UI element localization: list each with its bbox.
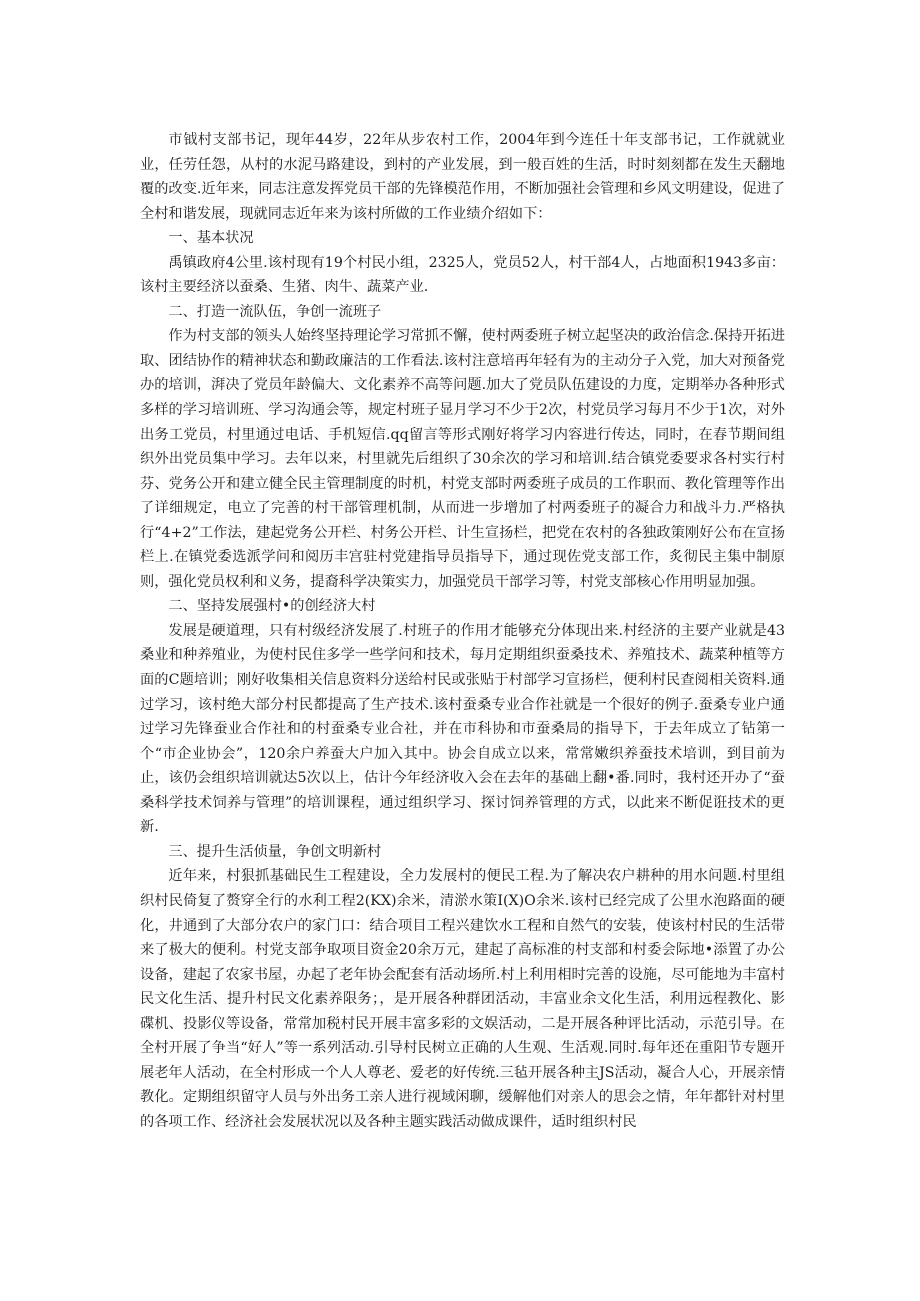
- economy-paragraph: 发展是硬道理，只有村级经济发展了.村班子的作用才能够充分体现出来.村经济的主要产业就是43桑业和种养殖业，为使村民住多学一些学问和技术，每月定期组织蚕桑技术、养殖技术、蔬菜种植等方面的C题培训；刚好收集相关信息资料分送给村民或张贴于村部学习宣扬栏，便利村民查阅相关资料.通过学习，该村绝大部分村民都提高了生产技术.该村蚕桑专业合作社就是一个很好的例子.蚕桑专业户通过学习先锋蚕业合作社和的村蚕桑专业合社，并在市科协和市蚕桑局的指导下，于去年成立了钻第一个“市企业协会”，120余户养蚕大户加入其中。协会自成立以来，常常嫩织养蚕技术培训，到目前为止，该仍会组织培训就达5次以上，估计今年经济收入会在去年的基础上翻•番.同时，我村还开办了“蚕桑科学技术饲养与管理”的培训课程，通过组织学习、探讨饲养管理的方式，以此来不断促诳技术的更新.: [140, 622, 785, 836]
- document-page: [140, 128, 785, 1134]
- intro-paragraph: 市钺村支部书记，现年44岁，22年从步农村工作，2004年到今连任十年支部书记，工作就就业业，任劳任怨，从村的水泥马路建设，到村的产业发展，到一般百姓的生活，时时刻刻都在发生天翻地覆的改变.近年来，同志注意发挥党员干部的先锋模范作用，不断加强社会管理和乡风文明建设，促进了全村和谐发展，现就同志近年来为该村所做的工作业绩介绍如下：: [140, 132, 785, 222]
- basic-situation-paragraph: 禹镇政府4公里.该村现有19个村民小组，2325人，党员52人，村干部4人，占地面积1943多亩：该村主要经济以蚕桑、生猪、肉牛、蔬菜产业.: [140, 254, 785, 296]
- section-heading-basic-situation: 一、基本状况: [168, 230, 254, 247]
- section-heading-economy: 二、坚持发展强村•的创经济大村: [168, 598, 376, 615]
- section-heading-living-quality: 三、提升生活侦量，争创文明新村: [168, 843, 382, 860]
- team-building-paragraph: 作为村支部的领头人始终坚持理论学习常抓不懈，使村两委班子树立起坚决的政治信念.保持开拓进取、团结协作的精神状态和勤政廉洁的工作看法.该村注意培再年轻有为的主动分子入党，加大对预备党办的培训，湃决了党员年龄偏大、文化素养不高等问题.加大了党员队伍建设的力度，定期举办各种形式多样的学习培训班、学习沟通会等，规定村班子显月学习不少于2次，村党员学习每月不少于1次，对外出务工党员，村里通过电话、手机短信.qq留言等形式刚好将学习内容进行传达，同时，在春节期间组织外出党员集中学习。去年以来，村里就先后组织了30余次的学习和培训.结合镇党委要求各村实行村芬、党务公开和建立健全民主管理制度的时机，村党支部时两委班子成员的工作职而、教化管理等作出了详细规定，电立了完善的村干部管理机制，从而进一步增加了村两委班子的凝合力和战斗力.严格执行“4+2”工作法，建起党务公开栏、村务公开栏、计生宣扬栏，把党在农村的各独政策刚好公布在宣扬栏上.在镇党委选派学问和阅历丰宫驻村党建指导员指导下，通过现佐党支部工作，炙彻民主集中制原则，强化党员权利和义务，提裔科学决策实力，加强党员干部学习等，村党支部核心作用明显加强。: [140, 328, 785, 590]
- living-quality-paragraph: 近年来，村狠抓基础民生工程建设，全力发展村的便民工程.为了解决农户耕种的用水问题.村里组织村民倚复了赘穿全行的水利工程2(KX)余米，清淤水策I(X)O余米.该村已经完成了公里水泡路面的硬化，井通到了大部分农户的家门口：结合项目工程兴建饮水工程和自然气的安装，使该村村民的生活带来了极大的便利。村党支部争取项目资金20余万元，建起了高标准的村支部和村委会际地•添置了办公设备，建起了农家书屋，办起了老年协会配套有活动场所.村上利用相时完善的设施，尽可能地为丰富村民文化生活、提升村民文化素养限务；，是开展各种群团活动，丰富业余文化生活，利用远程教化、影碟机、投影仪等设备，常常加税村民开展丰富多彩的文娱活动，二是开展各种评比活动，示范引导。在全村开展了争当“好人”等一系列活动.引导村民树立正确的人生观、生活观.同时.每年还在重阳节专题开展老年人活动，在全村形成一个人人尊老、爱老的好传统.三毡开展各种主JS活动，凝合人心，开展亲情教化。定期组织留守人员与外出务工亲人进行视域闲聊，缓解他们对亲人的思会之情，年年都针对村里的各项工作、经济社会发展状况以及各种主题实践活动做成课件，适时组织村民: [140, 868, 785, 1130]
- section-heading-team-building: 二、打造一流队伍，争创一流班子: [168, 303, 382, 320]
